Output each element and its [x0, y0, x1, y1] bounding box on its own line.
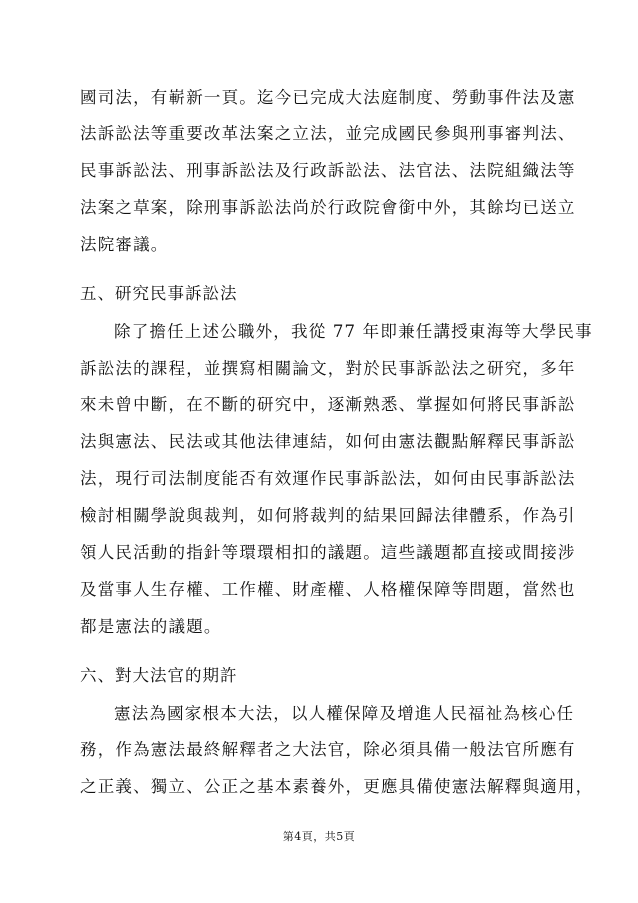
section6-line-3: 之正義、獨立、公正之基本素養外，更應具備使憲法解釋與適用，: [80, 777, 594, 796]
section6-heading: 六、對大法官的期許: [80, 666, 238, 685]
section5-line-9: 都是憲法的議題。: [80, 617, 222, 636]
section5-line-5: 法，現行司法制度能否有效運作民事訴訟法，如何由民事訴訟法: [80, 469, 576, 488]
section6-line-2: 務，作為憲法最終解釋者之大法官，除必須具備一般法官所應有: [80, 740, 576, 759]
section5-line-1: 除了擔任上述公職外，我從 77 年即兼任講授東海等大學民事: [114, 322, 593, 341]
section5-line-2: 訴訟法的課程，並撰寫相關論文，對於民事訴訟法之研究，多年: [80, 359, 576, 378]
section5-line-8: 及當事人生存權、工作權、財產權、人格權保障等問題，當然也: [80, 580, 576, 599]
intro-line-3: 民事訴訟法、刑事訴訟法及行政訴訟法、法官法、法院組織法等: [80, 161, 576, 180]
section6-line-1: 憲法為國家根本大法，以人權保障及增進人民福祉為核心任: [114, 704, 575, 723]
intro-line-2: 法訴訟法等重要改革法案之立法，並完成國民參與刑事審判法、: [80, 124, 576, 143]
section5-line-3: 來未曾中斷，在不斷的研究中，逐漸熟悉、掌握如何將民事訴訟: [80, 395, 576, 414]
section5-heading: 五、研究民事訴訟法: [80, 284, 238, 303]
intro-line-4: 法案之草案，除刑事訴訟法尚於行政院會銜中外，其餘均已送立: [80, 198, 576, 217]
section5-line-4: 法與憲法、民法或其他法律連結，如何由憲法觀點解釋民事訴訟: [80, 432, 576, 451]
page-number-footer: 第4頁，共5頁: [282, 830, 356, 843]
section5-line-7: 領人民活動的指針等環環相扣的議題。這些議題都直接或間接涉: [80, 543, 576, 562]
intro-line-1: 國司法，有嶄新一頁。迄今已完成大法庭制度、勞動事件法及憲: [80, 88, 576, 107]
section5-line-6: 檢討相關學說與裁判，如何將裁判的結果回歸法律體系，作為引: [80, 506, 576, 525]
intro-line-5: 法院審議。: [80, 235, 169, 254]
